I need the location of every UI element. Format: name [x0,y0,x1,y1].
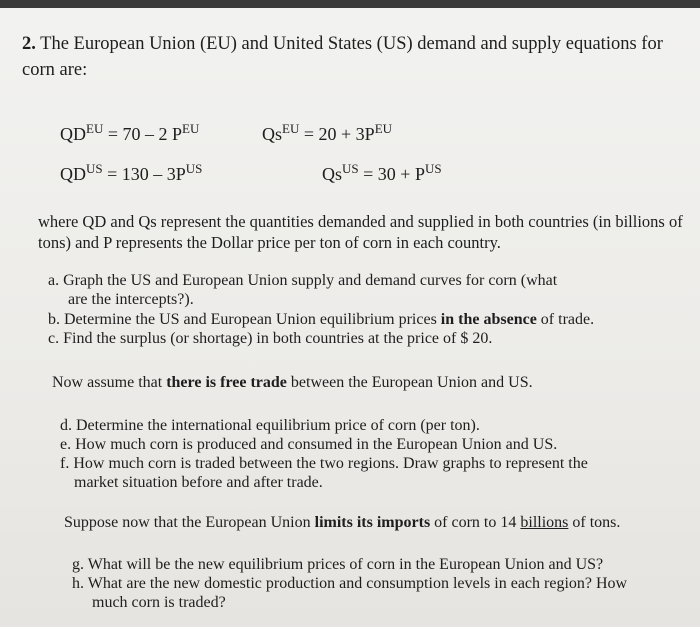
equation-qs-eu: $Qs^{EU} = 20 + 3P^{EU}$ [262,121,393,144]
question-title-line2: corn are: [22,60,88,80]
question-title-line1: The European Union (EU) and United States (US) demand and supply equations for [40,34,663,54]
equation-qd-eu: $QD^{EU} = 70 - 2$ $P^{EU}$ [60,121,200,144]
part-g: g. What will be the new equilibrium prices of corn in the European Union and US? [72,556,604,573]
worksheet-page [0,8,700,627]
free-trade-statement: Now assume that there is free trade between the European Union and US. [52,374,533,391]
part-b: b. Determine the US and European Union equilibrium prices in the absence of trade. [48,311,595,328]
equation-qd-us: $QD^{US} = 130 - 3P^{US}$ [60,161,203,184]
part-d: d. Determine the international equilibrium price of corn (per ton). [60,417,480,434]
definition-paragraph: where QD and Qs represent the quantities demanded and supplied in both countries (in billions of tons) and P represents the Dollar price per ton of corn in each country. [38,212,683,252]
part-h: h. What are the new domestic production and consumption levels in each region? How much corn is traded? [72,575,628,611]
part-c: c. Find the surplus (or shortage) in both countries at the price of $ 20. [48,330,493,347]
import-limit-statement: Suppose now that the European Union limits its imports of corn to 14 billions of tons. [64,514,621,531]
part-e: e. How much corn is produced and consumed in the European Union and US. [60,436,558,453]
question-number: 2. [22,34,36,54]
part-a: a. Graph the US and European Union supply and demand curves for corn (what are the intercepts?). [48,272,558,308]
part-f: f. How much corn is traded between the two regions. Draw graphs to represent the market situation before and after trade. [60,455,588,491]
equation-qs-us: $Qs^{US} = 30 + P^{US}$ [322,161,442,184]
question-title [22,34,698,54]
